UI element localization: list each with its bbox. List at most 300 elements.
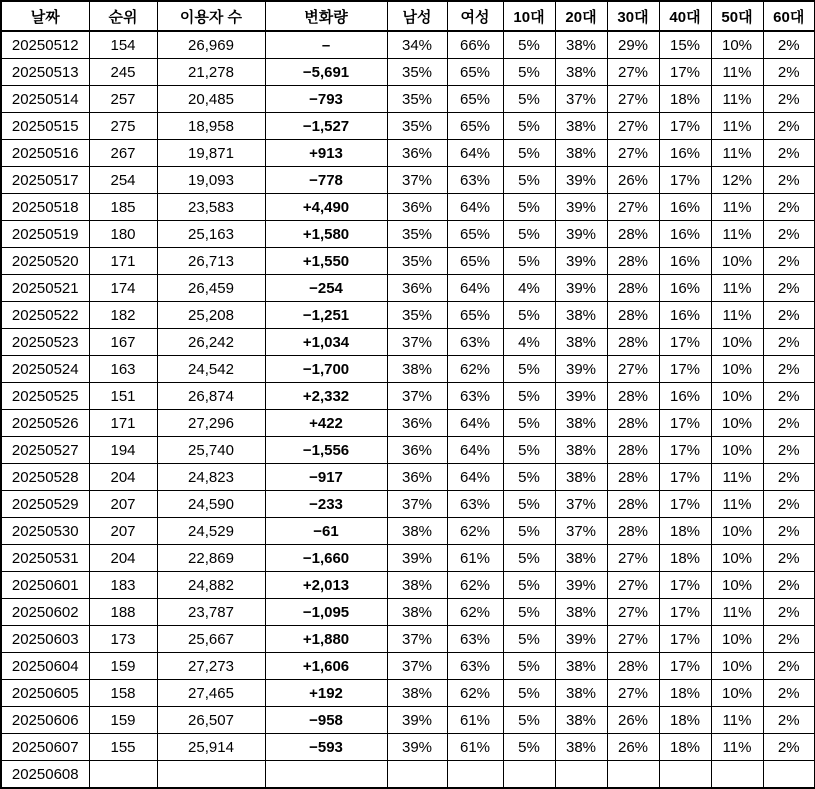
table-row: [1, 518, 815, 545]
cell-age-10s: 5%: [503, 734, 555, 761]
cell-users: 24,882: [157, 572, 265, 599]
cell-age-10s: 5%: [503, 383, 555, 410]
cell-male: [387, 761, 447, 789]
cell-age-60s: 2%: [763, 140, 815, 167]
cell-change: −61: [265, 518, 387, 545]
column-header-age-50s: 50대: [711, 1, 763, 31]
cell-age-20s: 38%: [555, 113, 607, 140]
cell-age-20s: 39%: [555, 275, 607, 302]
cell-age-60s: 2%: [763, 302, 815, 329]
cell-age-20s: 39%: [555, 221, 607, 248]
cell-users: 21,278: [157, 59, 265, 86]
cell-rank: 194: [89, 437, 157, 464]
cell-users: 26,459: [157, 275, 265, 302]
cell-age-30s: 26%: [607, 167, 659, 194]
cell-age-30s: [607, 761, 659, 789]
table-row: [1, 113, 815, 140]
cell-date: 20250603: [1, 626, 89, 653]
cell-rank: 171: [89, 410, 157, 437]
cell-female: 65%: [447, 221, 503, 248]
cell-age-10s: 5%: [503, 31, 555, 59]
table-row: [1, 437, 815, 464]
table-row: [1, 167, 815, 194]
cell-age-30s: 27%: [607, 86, 659, 113]
cell-change: −958: [265, 707, 387, 734]
cell-age-10s: 5%: [503, 680, 555, 707]
cell-rank: 174: [89, 275, 157, 302]
cell-age-60s: 2%: [763, 572, 815, 599]
cell-age-50s: 11%: [711, 59, 763, 86]
cell-male: 34%: [387, 31, 447, 59]
cell-age-50s: [711, 761, 763, 789]
cell-date: 20250515: [1, 113, 89, 140]
cell-age-40s: 16%: [659, 194, 711, 221]
cell-female: 62%: [447, 572, 503, 599]
column-header-users: 이용자 수: [157, 1, 265, 31]
cell-date: 20250521: [1, 275, 89, 302]
cell-age-10s: 5%: [503, 410, 555, 437]
cell-rank: 245: [89, 59, 157, 86]
cell-age-30s: 26%: [607, 734, 659, 761]
cell-female: 63%: [447, 626, 503, 653]
cell-female: 64%: [447, 275, 503, 302]
cell-age-60s: 2%: [763, 680, 815, 707]
cell-age-40s: 16%: [659, 275, 711, 302]
cell-age-50s: 11%: [711, 491, 763, 518]
cell-female: 63%: [447, 383, 503, 410]
table-row: [1, 194, 815, 221]
cell-users: 24,529: [157, 518, 265, 545]
cell-age-10s: 5%: [503, 167, 555, 194]
cell-age-30s: 28%: [607, 437, 659, 464]
cell-age-60s: 2%: [763, 31, 815, 59]
cell-age-50s: 11%: [711, 275, 763, 302]
cell-age-40s: 16%: [659, 221, 711, 248]
cell-age-60s: 2%: [763, 491, 815, 518]
cell-age-60s: 2%: [763, 221, 815, 248]
cell-female: 65%: [447, 302, 503, 329]
cell-date: 20250528: [1, 464, 89, 491]
cell-age-30s: 27%: [607, 599, 659, 626]
cell-female: 65%: [447, 248, 503, 275]
cell-male: 35%: [387, 113, 447, 140]
table-row: [1, 329, 815, 356]
column-header-age-60s: 60대: [763, 1, 815, 31]
cell-age-50s: 10%: [711, 383, 763, 410]
cell-age-40s: 17%: [659, 437, 711, 464]
cell-age-50s: 11%: [711, 221, 763, 248]
cell-users: [157, 761, 265, 789]
cell-users: 23,787: [157, 599, 265, 626]
cell-rank: 207: [89, 518, 157, 545]
cell-age-50s: 10%: [711, 248, 763, 275]
cell-male: 37%: [387, 491, 447, 518]
cell-date: 20250529: [1, 491, 89, 518]
cell-female: 65%: [447, 59, 503, 86]
cell-date: 20250522: [1, 302, 89, 329]
cell-age-60s: 2%: [763, 734, 815, 761]
cell-date: 20250531: [1, 545, 89, 572]
cell-age-40s: 17%: [659, 59, 711, 86]
cell-rank: 171: [89, 248, 157, 275]
cell-male: 39%: [387, 734, 447, 761]
cell-users: 25,667: [157, 626, 265, 653]
cell-age-30s: 28%: [607, 275, 659, 302]
cell-female: 63%: [447, 491, 503, 518]
cell-users: 25,163: [157, 221, 265, 248]
cell-age-20s: 38%: [555, 437, 607, 464]
cell-age-30s: 27%: [607, 140, 659, 167]
cell-age-40s: 17%: [659, 167, 711, 194]
cell-female: 65%: [447, 86, 503, 113]
cell-date: 20250605: [1, 680, 89, 707]
cell-rank: 154: [89, 31, 157, 59]
cell-users: 23,583: [157, 194, 265, 221]
table-row: [1, 545, 815, 572]
cell-change: +192: [265, 680, 387, 707]
cell-age-10s: 5%: [503, 518, 555, 545]
cell-users: 20,485: [157, 86, 265, 113]
cell-female: 62%: [447, 680, 503, 707]
cell-change: +2,013: [265, 572, 387, 599]
cell-users: 26,507: [157, 707, 265, 734]
cell-rank: 204: [89, 545, 157, 572]
cell-age-60s: 2%: [763, 653, 815, 680]
cell-age-30s: 28%: [607, 491, 659, 518]
cell-male: 38%: [387, 356, 447, 383]
cell-age-20s: 39%: [555, 194, 607, 221]
cell-date: 20250524: [1, 356, 89, 383]
cell-female: 63%: [447, 329, 503, 356]
cell-change: −1,700: [265, 356, 387, 383]
cell-male: 35%: [387, 221, 447, 248]
cell-age-40s: 16%: [659, 140, 711, 167]
cell-age-40s: 16%: [659, 302, 711, 329]
cell-change: +1,550: [265, 248, 387, 275]
column-header-change: 변화량: [265, 1, 387, 31]
cell-age-10s: 5%: [503, 491, 555, 518]
cell-date: 20250526: [1, 410, 89, 437]
cell-date: 20250513: [1, 59, 89, 86]
cell-age-50s: 11%: [711, 707, 763, 734]
table-row: [1, 464, 815, 491]
cell-male: 38%: [387, 599, 447, 626]
cell-change: −254: [265, 275, 387, 302]
cell-change: [265, 761, 387, 789]
cell-age-10s: 5%: [503, 599, 555, 626]
cell-age-30s: 27%: [607, 680, 659, 707]
cell-change: +1,580: [265, 221, 387, 248]
cell-age-60s: 2%: [763, 464, 815, 491]
cell-age-60s: 2%: [763, 59, 815, 86]
cell-age-40s: 17%: [659, 626, 711, 653]
cell-rank: 155: [89, 734, 157, 761]
cell-female: 61%: [447, 734, 503, 761]
table-body: [1, 31, 815, 788]
cell-age-10s: 5%: [503, 113, 555, 140]
cell-age-10s: 5%: [503, 437, 555, 464]
cell-age-10s: 5%: [503, 653, 555, 680]
cell-age-20s: 39%: [555, 248, 607, 275]
cell-users: 24,590: [157, 491, 265, 518]
cell-age-20s: 38%: [555, 140, 607, 167]
cell-age-40s: 17%: [659, 329, 711, 356]
cell-age-40s: 17%: [659, 599, 711, 626]
cell-rank: 167: [89, 329, 157, 356]
cell-users: 18,958: [157, 113, 265, 140]
cell-female: 62%: [447, 518, 503, 545]
cell-age-20s: 38%: [555, 59, 607, 86]
table-row: [1, 86, 815, 113]
table-row: [1, 761, 815, 789]
cell-age-10s: 5%: [503, 59, 555, 86]
cell-rank: 275: [89, 113, 157, 140]
cell-age-40s: 17%: [659, 491, 711, 518]
cell-rank: 257: [89, 86, 157, 113]
cell-age-40s: 15%: [659, 31, 711, 59]
table-row: [1, 140, 815, 167]
cell-date: 20250608: [1, 761, 89, 789]
cell-change: −1,251: [265, 302, 387, 329]
cell-rank: 183: [89, 572, 157, 599]
cell-female: 64%: [447, 140, 503, 167]
cell-age-10s: 5%: [503, 572, 555, 599]
cell-male: 39%: [387, 707, 447, 734]
cell-users: 26,242: [157, 329, 265, 356]
cell-age-20s: 38%: [555, 707, 607, 734]
cell-male: 36%: [387, 464, 447, 491]
cell-age-10s: 5%: [503, 302, 555, 329]
cell-age-50s: 10%: [711, 653, 763, 680]
cell-rank: 254: [89, 167, 157, 194]
cell-age-60s: 2%: [763, 86, 815, 113]
column-header-rank: 순위: [89, 1, 157, 31]
cell-male: 36%: [387, 140, 447, 167]
cell-female: 61%: [447, 545, 503, 572]
table-row: [1, 626, 815, 653]
cell-age-30s: 29%: [607, 31, 659, 59]
cell-users: 25,914: [157, 734, 265, 761]
table-row: [1, 572, 815, 599]
cell-rank: [89, 761, 157, 789]
table-row: [1, 383, 815, 410]
cell-male: 36%: [387, 275, 447, 302]
table-row: [1, 680, 815, 707]
cell-female: 62%: [447, 599, 503, 626]
cell-date: 20250527: [1, 437, 89, 464]
cell-users: 26,874: [157, 383, 265, 410]
cell-age-60s: 2%: [763, 275, 815, 302]
column-header-age-40s: 40대: [659, 1, 711, 31]
cell-male: 37%: [387, 626, 447, 653]
cell-age-50s: 10%: [711, 437, 763, 464]
cell-age-30s: 27%: [607, 59, 659, 86]
cell-date: 20250517: [1, 167, 89, 194]
cell-age-30s: 28%: [607, 383, 659, 410]
cell-age-40s: 17%: [659, 653, 711, 680]
cell-date: 20250601: [1, 572, 89, 599]
column-header-male: 남성: [387, 1, 447, 31]
cell-rank: 163: [89, 356, 157, 383]
cell-date: 20250530: [1, 518, 89, 545]
table-row: [1, 248, 815, 275]
cell-male: 35%: [387, 302, 447, 329]
cell-age-10s: 5%: [503, 194, 555, 221]
table-row: [1, 31, 815, 59]
table-row: [1, 599, 815, 626]
cell-age-60s: 2%: [763, 194, 815, 221]
cell-female: [447, 761, 503, 789]
cell-age-50s: 10%: [711, 545, 763, 572]
table-row: [1, 356, 815, 383]
cell-female: 64%: [447, 194, 503, 221]
cell-rank: 180: [89, 221, 157, 248]
cell-users: 19,093: [157, 167, 265, 194]
cell-date: 20250604: [1, 653, 89, 680]
cell-age-50s: 10%: [711, 518, 763, 545]
cell-male: 35%: [387, 86, 447, 113]
cell-age-30s: 28%: [607, 518, 659, 545]
cell-change: −5,691: [265, 59, 387, 86]
cell-male: 38%: [387, 572, 447, 599]
cell-age-30s: 27%: [607, 194, 659, 221]
cell-age-50s: 11%: [711, 734, 763, 761]
table-row: [1, 275, 815, 302]
cell-date: 20250516: [1, 140, 89, 167]
cell-age-20s: 38%: [555, 653, 607, 680]
cell-female: 65%: [447, 113, 503, 140]
cell-age-40s: 18%: [659, 518, 711, 545]
cell-age-30s: 27%: [607, 113, 659, 140]
cell-users: 27,296: [157, 410, 265, 437]
cell-age-60s: 2%: [763, 356, 815, 383]
cell-male: 38%: [387, 518, 447, 545]
cell-age-20s: 38%: [555, 410, 607, 437]
cell-age-60s: 2%: [763, 113, 815, 140]
cell-age-50s: 11%: [711, 464, 763, 491]
cell-female: 64%: [447, 410, 503, 437]
cell-age-30s: 27%: [607, 356, 659, 383]
cell-rank: 182: [89, 302, 157, 329]
cell-change: +422: [265, 410, 387, 437]
cell-age-50s: 10%: [711, 31, 763, 59]
cell-female: 63%: [447, 653, 503, 680]
table-row: [1, 653, 815, 680]
cell-age-10s: 5%: [503, 221, 555, 248]
cell-change: +2,332: [265, 383, 387, 410]
cell-age-40s: [659, 761, 711, 789]
cell-female: 61%: [447, 707, 503, 734]
cell-age-60s: 2%: [763, 707, 815, 734]
cell-age-50s: 11%: [711, 194, 763, 221]
cell-age-20s: 39%: [555, 383, 607, 410]
cell-users: 26,969: [157, 31, 265, 59]
cell-date: 20250519: [1, 221, 89, 248]
table-row: [1, 221, 815, 248]
cell-male: 35%: [387, 248, 447, 275]
cell-date: 20250606: [1, 707, 89, 734]
cell-date: 20250520: [1, 248, 89, 275]
cell-age-20s: 38%: [555, 545, 607, 572]
cell-age-10s: 5%: [503, 356, 555, 383]
cell-age-20s: 38%: [555, 31, 607, 59]
cell-age-20s: 39%: [555, 167, 607, 194]
table-row: [1, 302, 815, 329]
cell-change: −1,095: [265, 599, 387, 626]
cell-age-30s: 27%: [607, 572, 659, 599]
table-row: [1, 491, 815, 518]
table-row: [1, 734, 815, 761]
table-row: [1, 707, 815, 734]
cell-female: 64%: [447, 464, 503, 491]
cell-date: 20250602: [1, 599, 89, 626]
cell-age-60s: 2%: [763, 518, 815, 545]
cell-female: 63%: [447, 167, 503, 194]
cell-age-40s: 17%: [659, 356, 711, 383]
cell-female: 62%: [447, 356, 503, 383]
cell-change: −793: [265, 86, 387, 113]
cell-change: −1,660: [265, 545, 387, 572]
cell-male: 36%: [387, 410, 447, 437]
cell-age-50s: 10%: [711, 356, 763, 383]
cell-age-50s: 10%: [711, 410, 763, 437]
cell-age-60s: 2%: [763, 626, 815, 653]
cell-age-30s: 28%: [607, 464, 659, 491]
cell-change: +4,490: [265, 194, 387, 221]
cell-users: 27,465: [157, 680, 265, 707]
cell-date: 20250523: [1, 329, 89, 356]
column-header-age-30s: 30대: [607, 1, 659, 31]
cell-age-50s: 10%: [711, 572, 763, 599]
cell-age-20s: [555, 761, 607, 789]
cell-age-40s: 18%: [659, 734, 711, 761]
cell-users: 25,208: [157, 302, 265, 329]
cell-age-40s: 17%: [659, 572, 711, 599]
cell-female: 64%: [447, 437, 503, 464]
cell-age-60s: 2%: [763, 167, 815, 194]
cell-male: 39%: [387, 545, 447, 572]
cell-age-50s: 10%: [711, 626, 763, 653]
cell-change: +1,034: [265, 329, 387, 356]
cell-age-30s: 28%: [607, 329, 659, 356]
cell-age-60s: 2%: [763, 599, 815, 626]
cell-age-10s: 5%: [503, 86, 555, 113]
cell-users: 19,871: [157, 140, 265, 167]
cell-change: –: [265, 31, 387, 59]
cell-female: 66%: [447, 31, 503, 59]
cell-age-20s: 38%: [555, 734, 607, 761]
cell-male: 38%: [387, 680, 447, 707]
cell-age-20s: 38%: [555, 464, 607, 491]
cell-age-40s: 18%: [659, 545, 711, 572]
column-header-age-10s: 10대: [503, 1, 555, 31]
cell-age-40s: 17%: [659, 410, 711, 437]
cell-rank: 207: [89, 491, 157, 518]
cell-age-10s: 5%: [503, 248, 555, 275]
cell-age-30s: 28%: [607, 221, 659, 248]
cell-age-40s: 18%: [659, 707, 711, 734]
cell-age-50s: 11%: [711, 599, 763, 626]
cell-rank: 158: [89, 680, 157, 707]
cell-change: +1,880: [265, 626, 387, 653]
cell-age-60s: 2%: [763, 545, 815, 572]
cell-age-10s: [503, 761, 555, 789]
cell-rank: 188: [89, 599, 157, 626]
cell-age-30s: 28%: [607, 410, 659, 437]
cell-age-20s: 38%: [555, 599, 607, 626]
cell-rank: 159: [89, 653, 157, 680]
cell-date: 20250607: [1, 734, 89, 761]
